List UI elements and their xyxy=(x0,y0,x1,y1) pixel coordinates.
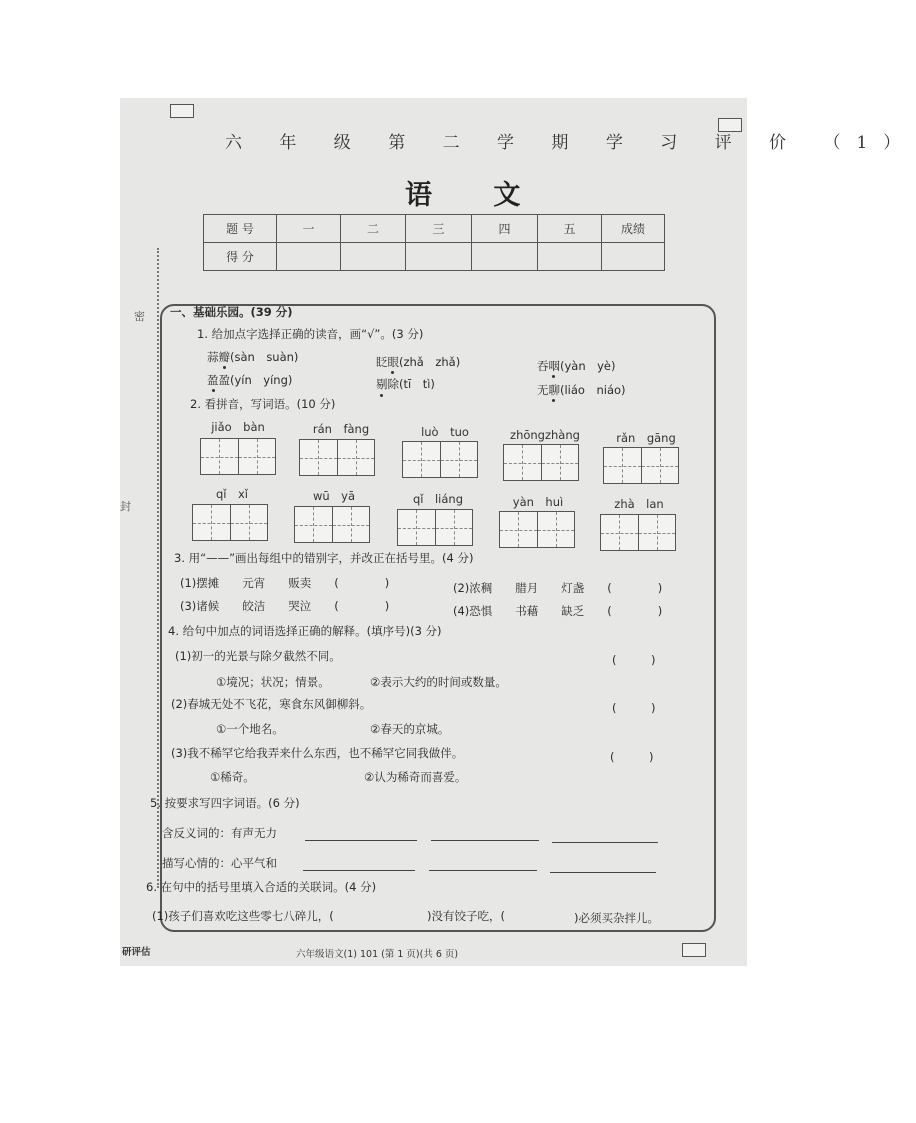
exam-paper xyxy=(120,98,916,966)
pinyin-label: luò tuo xyxy=(421,425,469,439)
answer-line[interactable] xyxy=(431,840,539,841)
emphasis-dot xyxy=(391,371,394,374)
q4-options: ①一个地名。 ②春天的京城。 xyxy=(216,722,450,736)
writing-grid[interactable] xyxy=(299,439,375,476)
pinyin-label: rán fàng xyxy=(312,422,370,436)
answer-line[interactable] xyxy=(552,842,658,843)
corner-box-bottom-right xyxy=(682,943,706,957)
pinyin-label: jiǎo bàn xyxy=(211,420,265,434)
writing-grid[interactable] xyxy=(294,506,370,543)
emphasis-dot xyxy=(552,375,555,378)
q3-line: (3)诸候 皎洁 哭泣 ( ) xyxy=(180,599,390,613)
corner-box-top-left xyxy=(170,104,194,118)
score-cell-header: 成绩 xyxy=(602,215,665,243)
q4-options: ①稀奇。 ②认为稀奇而喜爱。 xyxy=(210,770,467,784)
answer-line[interactable] xyxy=(305,840,417,841)
q4-sentence: (1)初一的光景与除夕截然不同。 xyxy=(175,649,341,663)
q4-sentence: (3)我不稀罕它给我弄来什么东西，也不稀罕它同我做伴。 xyxy=(171,746,464,760)
writing-grid[interactable] xyxy=(600,514,676,551)
q4-options: ①境况；状况；情景。 ②表示大约的时间或数量。 xyxy=(216,675,507,689)
writing-grid[interactable] xyxy=(603,447,679,484)
emphasis-dot xyxy=(223,366,226,369)
score-blank[interactable] xyxy=(277,243,341,271)
q1-item: 吞咽(yàn yè) xyxy=(537,359,616,373)
score-cell-header: 四 xyxy=(472,215,538,243)
q1-title: 1. 给加点字选择正确的读音，画“√”。(3 分) xyxy=(197,327,424,341)
writing-grid[interactable] xyxy=(499,511,575,548)
q4-title: 4. 给句中加点的词语选择正确的解释。(填序号)(3 分) xyxy=(168,624,442,638)
pinyin-label: rǎn gāng xyxy=(616,431,676,445)
binding-line xyxy=(157,248,159,888)
score-cell-header: 五 xyxy=(538,215,602,243)
emphasis-dot xyxy=(212,389,215,392)
q5-prompt: 含反义词的：有声无力 xyxy=(162,826,277,840)
q3-title: 3. 用“——”画出每组中的错别字，并改正在括号里。(4 分) xyxy=(174,551,474,565)
q6-title: 6. 在句中的括号里填入合适的关联词。(4 分) xyxy=(146,880,377,894)
q1-item: 盈盈(yín yíng) xyxy=(207,373,293,387)
q2-title: 2. 看拼音，写词语。(10 分) xyxy=(190,397,336,411)
side-char-seal-2: 封 xyxy=(120,500,131,513)
score-cell-header: 一 xyxy=(277,215,341,243)
score-cell-label: 得 分 xyxy=(204,243,277,271)
score-cell-label: 题 号 xyxy=(204,215,277,243)
pinyin-label: qǐ xǐ xyxy=(216,487,248,501)
q6-sentence-part: )没有饺子吃，( xyxy=(427,909,505,923)
pinyin-label: yàn huì xyxy=(512,495,564,509)
score-blank[interactable] xyxy=(538,243,602,271)
q4-answer-paren: ( ) xyxy=(612,701,656,715)
q5-prompt: 描写心情的：心平气和 xyxy=(162,856,277,870)
q4-answer-paren: ( ) xyxy=(610,750,654,764)
exam-title: 六 年 级 第 二 学 期 学 习 评 价 （1） xyxy=(225,133,916,153)
q5-title: 5. 按要求写四字词语。(6 分) xyxy=(150,796,300,810)
answer-line[interactable] xyxy=(550,872,656,873)
score-blank[interactable] xyxy=(602,243,665,271)
score-table-header-row xyxy=(204,215,665,243)
emphasis-dot xyxy=(552,399,555,402)
q4-sentence: (2)春城无处不飞花，寒食东风御柳斜。 xyxy=(171,697,372,711)
score-cell-header: 二 xyxy=(341,215,406,243)
emphasis-dot xyxy=(380,394,383,397)
section-1-heading: 一、基础乐园。(39 分) xyxy=(170,305,293,319)
writing-grid[interactable] xyxy=(200,438,276,475)
side-char-seal-1: 密 xyxy=(134,310,145,323)
score-blank[interactable] xyxy=(406,243,472,271)
score-table xyxy=(203,214,665,271)
q6-sentence-part: (1)孩子们喜欢吃这些零七八碎儿，( xyxy=(152,909,334,923)
footer-page-info: 六年级语文(1) 101 (第 1 页)(共 6 页) xyxy=(296,949,459,960)
writing-grid[interactable] xyxy=(402,441,478,478)
pinyin-label: wū yā xyxy=(312,489,356,503)
writing-grid[interactable] xyxy=(503,444,579,481)
writing-grid[interactable] xyxy=(397,509,473,546)
pinyin-label: zhà lan xyxy=(614,497,664,511)
q4-answer-paren: ( ) xyxy=(612,653,656,667)
pinyin-label: zhōngzhàng xyxy=(510,428,580,442)
q1-item: 剔除(tī tì) xyxy=(376,377,435,391)
q3-line: (2)浓稠 腊月 灯盏 ( ) xyxy=(453,581,663,595)
pinyin-label: qǐ liáng xyxy=(412,492,464,506)
score-blank[interactable] xyxy=(472,243,538,271)
writing-grid[interactable] xyxy=(192,504,268,541)
q1-item: 蒜瓣(sàn suàn) xyxy=(207,350,299,364)
score-cell-header: 三 xyxy=(406,215,472,243)
score-table-score-row xyxy=(204,243,665,271)
score-blank[interactable] xyxy=(341,243,406,271)
footer-left: 研评估 xyxy=(122,947,151,958)
answer-line[interactable] xyxy=(303,870,415,871)
q6-sentence-part: )必须买杂拌儿。 xyxy=(574,911,659,925)
q1-item: 无聊(liáo niáo) xyxy=(537,383,626,397)
answer-line[interactable] xyxy=(429,870,537,871)
subject-title: 语 文 xyxy=(405,180,547,211)
q3-line: (4)恐惧 书藉 缺乏 ( ) xyxy=(453,604,663,618)
q1-item: 眨眼(zhǎ zhǎ) xyxy=(376,355,461,369)
q3-line: (1)摆摊 元宵 贩卖 ( ) xyxy=(180,576,390,590)
